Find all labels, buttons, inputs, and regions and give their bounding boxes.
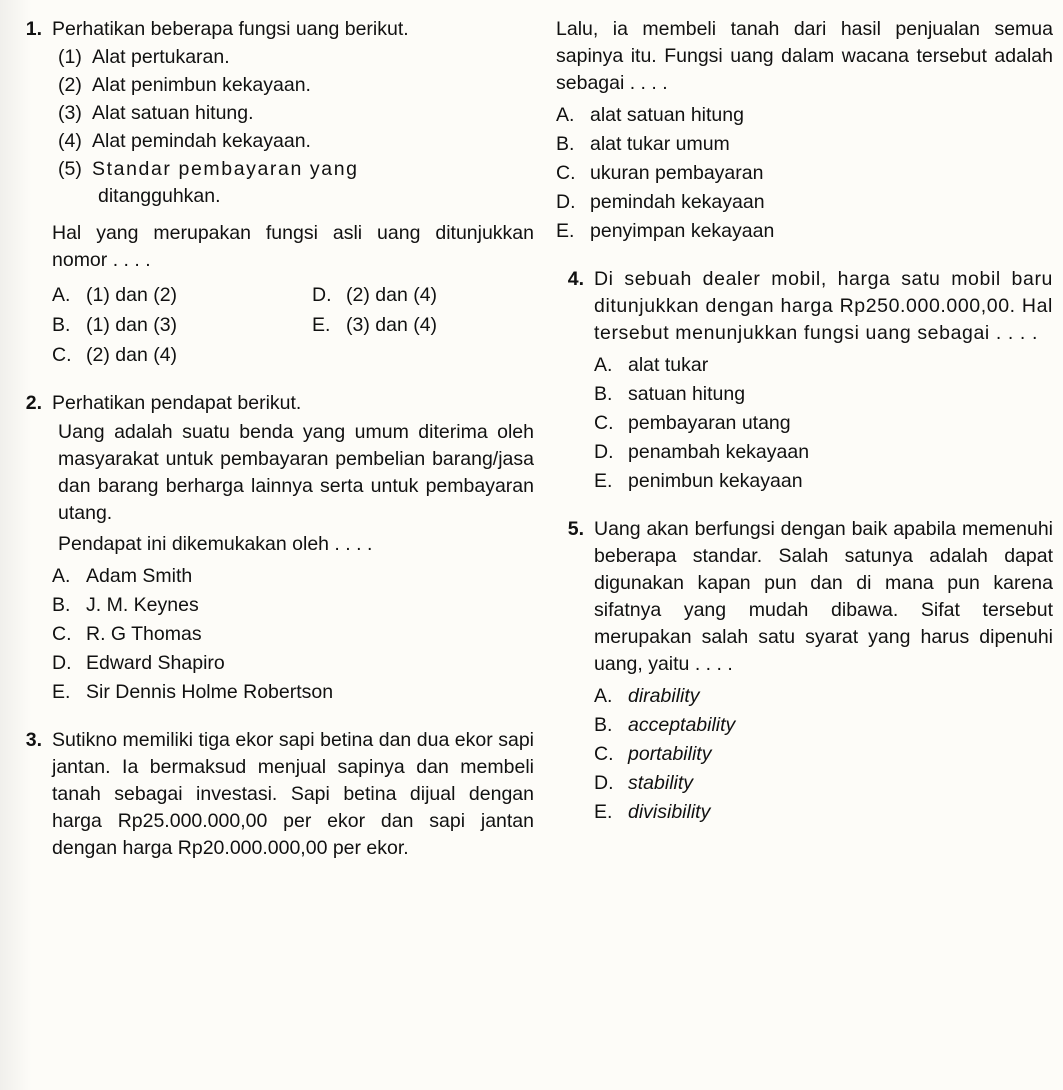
option-a[interactable] [52, 280, 302, 310]
option-text: alat tukar [628, 354, 709, 376]
statement-number: (2) [58, 74, 82, 96]
question-1 [14, 16, 534, 370]
option-letter: E. [594, 470, 613, 492]
statement-text: Alat pertukaran. [92, 46, 230, 68]
statement-item [52, 128, 534, 155]
option-text: pembayaran utang [628, 412, 791, 434]
question-body [556, 16, 1053, 246]
question-stem: Uang akan berfungsi dengan baik apabila memenuhi beberapa standar. Salah satunya adalah dapat digunakan kapan pun dan di mana pun karena sifatnya yang mudah dibawa. Sifat tersebut merupakan salah satu syarat yang harus dipenuhi uang, yaitu . . . . [594, 518, 1053, 675]
option-text: Sir Dennis Holme Robertson [86, 681, 334, 703]
option-text: (2) dan (4) [346, 284, 438, 306]
option-c[interactable] [556, 159, 1053, 188]
option-letter: A. [594, 354, 613, 376]
option-letter: A. [52, 565, 71, 587]
option-text: penambah kekayaan [628, 441, 810, 463]
option-c[interactable] [594, 409, 1053, 438]
statement-continuation: ditangguhkan. [98, 185, 221, 207]
option-letter: D. [594, 441, 614, 463]
option-e[interactable] [556, 217, 1053, 246]
question-stem: Perhatikan beberapa fungsi uang berikut. [52, 18, 409, 40]
option-b[interactable] [52, 591, 534, 620]
option-list [556, 101, 1053, 246]
spacer [556, 252, 1053, 266]
spacer [556, 502, 1053, 516]
option-e[interactable] [594, 467, 1053, 496]
option-c[interactable] [594, 740, 1053, 769]
statement-text: Alat penimbun kekayaan. [92, 74, 311, 96]
option-letter: A. [556, 104, 575, 126]
option-text: Edward Shapiro [86, 652, 225, 674]
option-text: penyimpan kekayaan [590, 220, 775, 242]
question-5 [556, 516, 1053, 827]
option-letter: C. [52, 623, 72, 645]
option-letter: A. [52, 284, 71, 306]
option-list [594, 682, 1053, 827]
option-text: acceptability [628, 714, 736, 736]
question-stem: Sutikno memiliki tiga ekor sapi betina dan dua ekor sapi jantan. Ia bermaksud menjual sapinya dan membeli tanah sebagai investasi. Sapi betina dijual dengan harga Rp25.000.000,00 per ekor dan sapi jantan dengan harga Rp20.000.000,00 per ekor. [52, 729, 534, 859]
option-letter: B. [52, 594, 71, 616]
question-number: 1. [25, 18, 42, 40]
option-letter: B. [594, 383, 613, 405]
option-text: satuan hitung [628, 383, 746, 405]
option-letter: E. [312, 314, 331, 336]
option-letter: E. [594, 801, 613, 823]
option-letter: D. [52, 652, 72, 674]
question-body [52, 390, 534, 707]
question-stem: Perhatikan pendapat berikut. [52, 392, 302, 414]
option-text: ukuran pembayaran [590, 162, 764, 184]
option-text: divisibility [628, 801, 711, 823]
option-letter: C. [52, 344, 72, 366]
question-quote: Uang adalah suatu benda yang umum diterima oleh masyarakat untuk pembayaran pembelian barang/jasa dan barang berharga lainnya serta untuk pembayaran utang. [58, 421, 534, 524]
statement-number: (1) [58, 46, 82, 68]
option-text: R. G Thomas [86, 623, 202, 645]
option-text: alat tukar umum [590, 133, 730, 155]
option-list [594, 351, 1053, 496]
question-number: 2. [25, 392, 42, 414]
option-text: stability [628, 772, 694, 794]
statement-number: (5) [58, 158, 82, 180]
option-text: (3) dan (4) [346, 314, 438, 336]
option-letter: E. [556, 220, 575, 242]
option-e[interactable] [52, 678, 534, 707]
option-text: Adam Smith [86, 565, 193, 587]
option-letter: D. [556, 191, 576, 213]
option-letter: C. [594, 743, 614, 765]
option-letter: B. [556, 133, 575, 155]
option-list [52, 280, 534, 370]
spacer [14, 713, 534, 727]
statement-item [52, 44, 534, 71]
statement-item [52, 72, 534, 99]
option-text: (1) dan (3) [86, 314, 178, 336]
statement-text: Standar pembayaran yang [92, 158, 359, 180]
statement-item [52, 100, 534, 127]
question-2 [14, 390, 534, 707]
right-column [548, 16, 1053, 1082]
question-body [52, 727, 534, 862]
question-number: 5. [567, 518, 584, 540]
option-letter: B. [594, 714, 613, 736]
question-prompt: Pendapat ini dikemukakan oleh . . . . [58, 533, 373, 555]
question-stem: Di sebuah dealer mobil, harga satu mobil baru ditunjukkan dengan harga Rp250.000.000,00. Hal tersebut menunjukkan fungsi uang sebagai . . . . [594, 268, 1053, 344]
statement-number: (3) [58, 102, 82, 124]
option-text: J. M. Keynes [86, 594, 199, 616]
option-e[interactable] [312, 310, 534, 340]
question-body [594, 516, 1053, 827]
option-letter: C. [556, 162, 576, 184]
option-letter: B. [52, 314, 71, 336]
option-text: dirability [628, 685, 700, 707]
option-a[interactable] [556, 101, 1053, 130]
question-stem-continued: Lalu, ia membeli tanah dari hasil penjualan semua sapinya itu. Fungsi uang dalam wacana tersebut adalah sebagai . . . . [556, 18, 1053, 94]
statement-number: (4) [58, 130, 82, 152]
option-b[interactable] [594, 711, 1053, 740]
option-text: alat satuan hitung [590, 104, 744, 126]
option-d[interactable] [556, 188, 1053, 217]
question-body [594, 266, 1053, 496]
option-a[interactable] [594, 682, 1053, 711]
option-text: (1) dan (2) [86, 284, 178, 306]
option-letter: D. [594, 772, 614, 794]
option-d[interactable] [594, 438, 1053, 467]
question-number: 4. [567, 268, 584, 290]
statement-text: Alat satuan hitung. [92, 102, 254, 124]
option-d[interactable] [594, 769, 1053, 798]
option-letter: E. [52, 681, 71, 703]
question-4 [556, 266, 1053, 496]
option-b[interactable] [594, 380, 1053, 409]
option-text: (2) dan (4) [86, 344, 178, 366]
option-b[interactable] [556, 130, 1053, 159]
option-text: portability [628, 743, 712, 765]
option-text: penimbun kekayaan [628, 470, 803, 492]
question-3 [14, 727, 534, 862]
option-c[interactable] [52, 340, 302, 370]
left-column [14, 16, 548, 1082]
option-list [52, 562, 534, 707]
option-d[interactable] [52, 649, 534, 678]
question-prompt: Hal yang merupakan fungsi asli uang ditunjukkan nomor . . . . [52, 222, 534, 271]
question-3-continued [556, 16, 1053, 246]
option-e[interactable] [594, 798, 1053, 827]
option-c[interactable] [52, 620, 534, 649]
option-d[interactable] [312, 280, 534, 310]
question-number: 3. [25, 729, 42, 751]
option-text: pemindah kekayaan [590, 191, 765, 213]
option-a[interactable] [52, 562, 534, 591]
option-letter: D. [312, 284, 332, 306]
option-letter: A. [594, 685, 613, 707]
statement-text: Alat pemindah kekayaan. [92, 130, 311, 152]
option-letter: C. [594, 412, 614, 434]
option-a[interactable] [594, 351, 1053, 380]
spacer [14, 376, 534, 390]
statement-item [52, 156, 534, 183]
option-b[interactable] [52, 310, 302, 340]
question-body [52, 16, 534, 370]
